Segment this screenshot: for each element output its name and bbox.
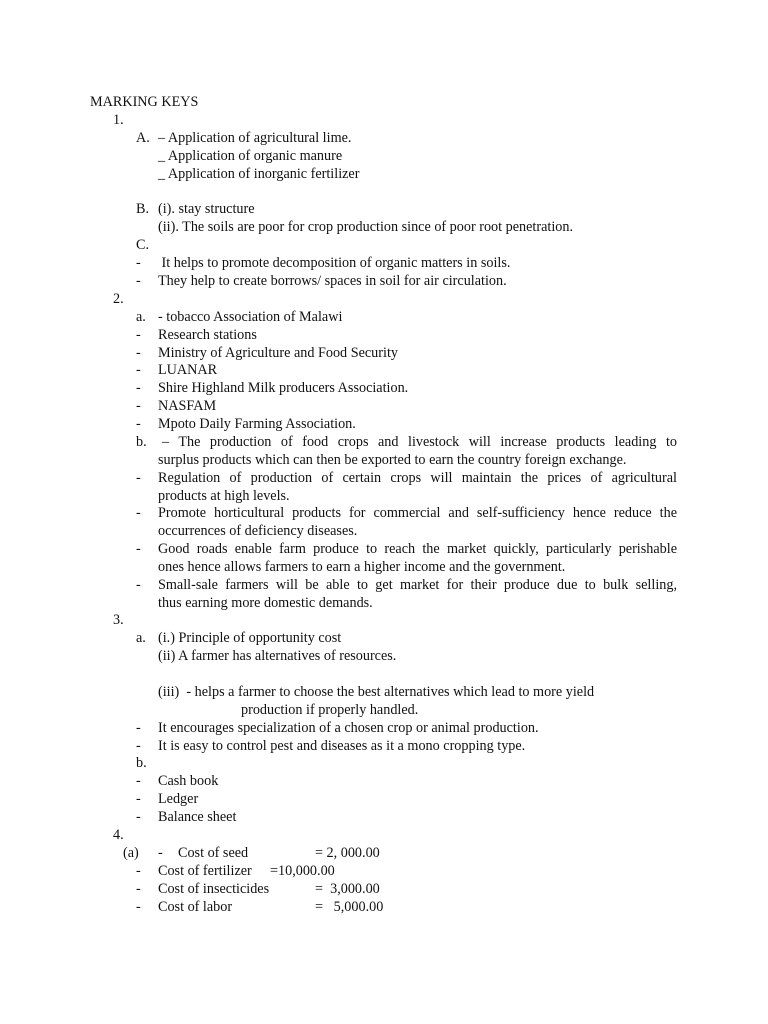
q1-a-item: _ Application of organic manure — [158, 148, 343, 164]
bullet-dash: - — [136, 345, 141, 361]
q2-b-item-line: Good roads enable farm produce to reach the market quickly, particularly perishable — [158, 541, 677, 557]
q3-b-item: Cash book — [158, 773, 219, 789]
q1-part-c-label: C. — [136, 237, 150, 253]
bullet-dash: - — [136, 470, 141, 486]
q2-part-b-label: b. — [136, 434, 147, 450]
bullet-dash: - — [136, 720, 141, 736]
bullet-dash: - — [136, 541, 141, 557]
q2-b-item-line: products at high levels. — [158, 488, 290, 504]
q2-a-item: Mpoto Daily Farming Association. — [158, 416, 356, 432]
q3-part-a-label: a. — [136, 630, 146, 646]
cost-label: Cost of seed — [178, 845, 249, 861]
q2-b-first-line: – The production of food crops and livestock will increase products leading to — [162, 434, 677, 450]
q2-b-item-line: Small-sale farmers will be able to get market for their produce due to bulk selling, — [158, 577, 677, 593]
cost-label: Cost of insecticides — [158, 881, 270, 897]
bullet-dash: - — [136, 380, 141, 396]
question-1-number: 1. — [113, 112, 124, 128]
q2-b-first-line: surplus products which can then be exported to earn the country foreign exchange. — [158, 452, 627, 468]
bullet-dash: - — [136, 773, 141, 789]
bullet-dash: - — [136, 273, 141, 289]
bullet-dash: - — [136, 255, 141, 271]
q2-a-item: Ministry of Agriculture and Food Security — [158, 345, 398, 361]
cost-label: Cost of labor — [158, 899, 233, 915]
bullet-dash: - — [136, 577, 141, 593]
q2-b-item-line: Regulation of production of certain crops will maintain the prices of agricultural — [158, 470, 677, 486]
q2-b-item-line: occurrences of deficiency diseases. — [158, 523, 358, 539]
bullet-dash: - — [136, 863, 141, 879]
bullet-dash: - — [136, 899, 141, 915]
bullet-dash: - — [136, 881, 141, 897]
q1-part-b-label: B. — [136, 201, 150, 217]
q2-b-item-line: thus earning more domestic demands. — [158, 595, 373, 611]
q3-b-item: Ledger — [158, 791, 199, 807]
q2-a-item: NASFAM — [158, 398, 217, 414]
q3-a-iii-line: production if properly handled. — [241, 702, 419, 718]
q3-a-iii-line: (iii) - helps a farmer to choose the best alternatives which lead to more yield — [158, 684, 595, 700]
q2-a-item: LUANAR — [158, 362, 218, 378]
bullet-dash: - — [136, 505, 141, 521]
q2-part-a-label: a. — [136, 309, 146, 325]
q2-b-item-line: ones hence allows farmers to earn a higher income and the government. — [158, 559, 566, 575]
q4-part-a-label: (a) — [123, 845, 139, 861]
question-2-number: 2. — [113, 291, 124, 307]
q2-b-item-line: Promote horticultural products for commercial and self-sufficiency hence reduce the — [158, 505, 677, 521]
bullet-dash: - — [136, 362, 141, 378]
bullet-dash: - — [136, 791, 141, 807]
q3-a-item: It encourages specialization of a chosen crop or animal production. — [158, 720, 539, 736]
q1-b-item: (ii). The soils are poor for crop production since of poor root penetration. — [158, 219, 573, 235]
bullet-dash: - — [136, 738, 141, 754]
q1-a-item: _ Application of inorganic fertilizer — [158, 166, 360, 182]
cost-value: = 5,000.00 — [315, 899, 384, 915]
q1-c-item: They help to create borrows/ spaces in soil for air circulation. — [158, 273, 507, 289]
question-3-number: 3. — [113, 612, 124, 628]
q2-a-first-item: - tobacco Association of Malawi — [158, 309, 343, 325]
bullet-dash: - — [158, 845, 163, 861]
question-4-number: 4. — [113, 827, 124, 843]
bullet-dash: - — [136, 398, 141, 414]
q3-a-item: It is easy to control pest and diseases as it a mono cropping type. — [158, 738, 526, 754]
bullet-dash: - — [136, 327, 141, 343]
q2-a-item: Research stations — [158, 327, 257, 343]
q3-a-line: (i.) Principle of opportunity cost — [158, 630, 342, 646]
cost-value: = 2, 000.00 — [315, 845, 380, 861]
q3-part-b-label: b. — [136, 755, 147, 771]
q1-c-item: It helps to promote decomposition of organic matters in soils. — [158, 255, 511, 271]
bullet-dash: - — [136, 809, 141, 825]
q1-part-a-label: A. — [136, 130, 150, 146]
q1-a-item: – Application of agricultural lime. — [158, 130, 352, 146]
q2-a-item: Shire Highland Milk producers Association. — [158, 380, 409, 396]
bullet-dash: - — [136, 416, 141, 432]
q3-a-line: (ii) A farmer has alternatives of resources. — [158, 648, 397, 664]
cost-value: =10,000.00 — [270, 863, 335, 879]
page-title: MARKING KEYS — [90, 94, 199, 110]
cost-label: Cost of fertilizer — [158, 863, 252, 879]
q3-b-item: Balance sheet — [158, 809, 237, 825]
q1-b-item: (i). stay structure — [158, 201, 255, 217]
cost-value: = 3,000.00 — [315, 881, 380, 897]
